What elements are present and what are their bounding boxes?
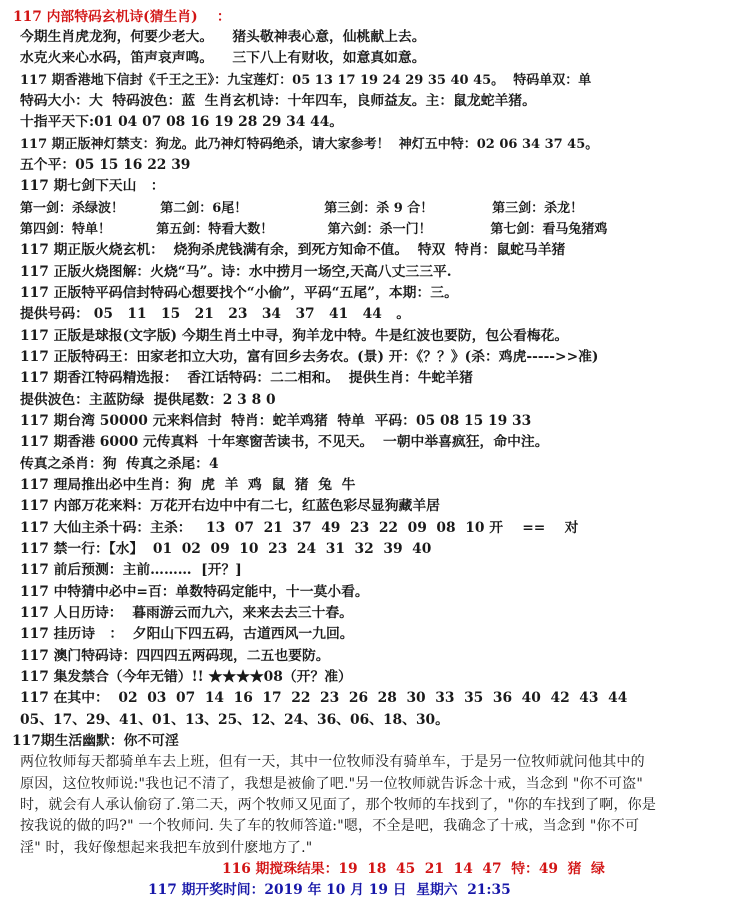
text-line: 117 正版特码王：田家老扣立大功，富有回乡去务农。(景) 开：《？？》(杀：鸡虎----->>准)	[20, 349, 599, 365]
text-line: 五个平：05 15 16 22 39	[20, 157, 191, 173]
text-line: 传真之杀肖：狗 传真之杀尾：4	[20, 456, 219, 472]
text-line: 05、17、29、41、01、13、25、12、24、36、06、18、30。	[20, 712, 449, 728]
text-line: 117 期香港 6000 元传真料 十年寒窗苦读书，不见天。 一朝中举喜疯狂，命中注。	[20, 434, 549, 450]
text-line: 117 正版特平码信封特码心想要找个“小偷”，平码“五尾”，本期：三。	[20, 285, 458, 301]
text-line: 117 正版火烧图解：火烧“马”。诗：水中捞月一场空,天高八丈三三平.	[20, 264, 452, 280]
text-line: 117 集发禁合（今年无错）!! ★★★★08（开？准）	[20, 669, 352, 685]
text-line: 117 正版是球报(文字版) 今期生肖土中寻，狗羊龙中特。牛是红波也要防，包公看梅花。	[20, 328, 569, 344]
text-line: 117 期正版神灯禁支：狗龙。此乃神灯特码绝杀，请大家参考！ 神灯五中特：02 06 34 37 45。	[20, 137, 599, 152]
text-line: 117 期香港地下信封《千王之王》：九宝莲灯：05 13 17 19 24 29 35 40 45。 特码单双：单	[20, 73, 592, 88]
text-line: 特码大小：大 特码波色：蓝 生肖玄机诗：十年四车，良师益友。主：鼠龙蛇羊猪。	[20, 93, 536, 109]
text-line: 提供号码： 05 11 15 21 23 34 37 41 44 。	[20, 306, 411, 322]
story-line: 时，就会有人承认偷窃了.第二天，两个牧师又见面了，那个牧师的车找到了，"你的车找到了啊，你是	[20, 797, 657, 813]
text-line: 117 前后预测：主前……… [开？]	[20, 562, 242, 578]
text-line: 提供波色：主蓝防绿 提供尾数：2 3 8 0	[20, 392, 276, 408]
humor-title: 117期生活幽默：你不可淫	[12, 733, 179, 749]
text-line: 117 大仙主杀十码：主杀： 13 07 21 37 49 23 22 09 08 10 开 == 对	[20, 520, 579, 536]
text-line: 今期生肖虎龙狗，何要少老大。 猪头敬神表心意，仙桃献上去。	[20, 29, 426, 45]
text-line: 117 禁一行：【水】 01 02 09 10 23 24 31 32 39 40	[20, 541, 432, 557]
text-line: 117 期正版火烧玄机： 烧狗杀虎钱满有余，到死方知命不值。 特双 特肖：鼠蛇马羊猪	[20, 242, 566, 258]
text-line: 117 期台湾 50000 元来料信封 特肖：蛇羊鸡猪 特单 平码：05 08 15 19 33	[20, 413, 532, 429]
story-line: 原因，这位牧师说:"我也记不清了，我想是被偷了吧."另一位牧师就告诉念十戒，当念到 "你不可盗"	[20, 776, 643, 792]
text-line: 117 挂历诗 ： 夕阳山下四五码，古道西风一九回。	[20, 626, 354, 642]
text-line: 117 中特猜中必中=百：单数特码定能中，十一莫小看。	[20, 584, 369, 600]
text-line: 十指平天下:01 04 07 08 16 19 28 29 34 44。	[20, 114, 344, 130]
draw-result: 116 期搅珠结果：19 18 45 21 14 47 特：49 猪 绿	[222, 861, 605, 877]
story-line: 两位牧师每天都骑单车去上班，但有一天，其中一位牧师没有骑单车，于是另一位牧师就问他其中的	[20, 754, 645, 770]
draw-time: 117 期开奖时间：2019 年 10 月 19 日 星期六 21:35	[148, 882, 511, 898]
text-line: 117 期香江特码精选报： 香江话特码：二二相和。 提供生肖：牛蛇羊猪	[20, 370, 473, 386]
text-line: 117 人日历诗： 暮雨游云而九六，来来去去三十春。	[20, 605, 353, 621]
story-line: 淫" 时，我好像想起来我把车放到什麽地方了."	[20, 840, 313, 856]
text-line: 117 在其中： 02 03 07 14 16 17 22 23 26 28 30 33 35 36 40 42 43 44	[20, 690, 628, 706]
story-line: 按我说的做的吗?" 一个牧师问. 失了车的牧师答道:"嗯，不全是吧，我确念了十戒，当念到 "你不可	[20, 818, 640, 834]
text-line: 第四剑：特单！ 第五剑：特看大数！ 第六剑：杀一门！ 第七剑：看马兔猪鸡	[20, 222, 608, 237]
text-line: 水克火来心水码，笛声哀声鸣。 三下八上有财收，如意真如意。	[20, 50, 426, 66]
text-line: 117 澳门特码诗：四四四五两码现，二五也要防。	[20, 648, 330, 664]
text-line: 第一剑：杀绿波！ 第二剑：6尾！ 第三剑：杀 9 合！ 第三剑：杀龙！	[20, 201, 584, 216]
text-line: 117 期七剑下天山 ：	[20, 178, 165, 194]
text-line: 117 内部万花来料：万花开右边中中有二七，红蓝色彩尽显狗藏羊居	[20, 498, 440, 514]
text-line: 117 理局推出必中生肖：狗 虎 羊 鸡 鼠 猪 兔 牛	[20, 477, 356, 493]
page-title: 117 内部特码玄机诗(猜生肖) ：	[13, 9, 231, 25]
